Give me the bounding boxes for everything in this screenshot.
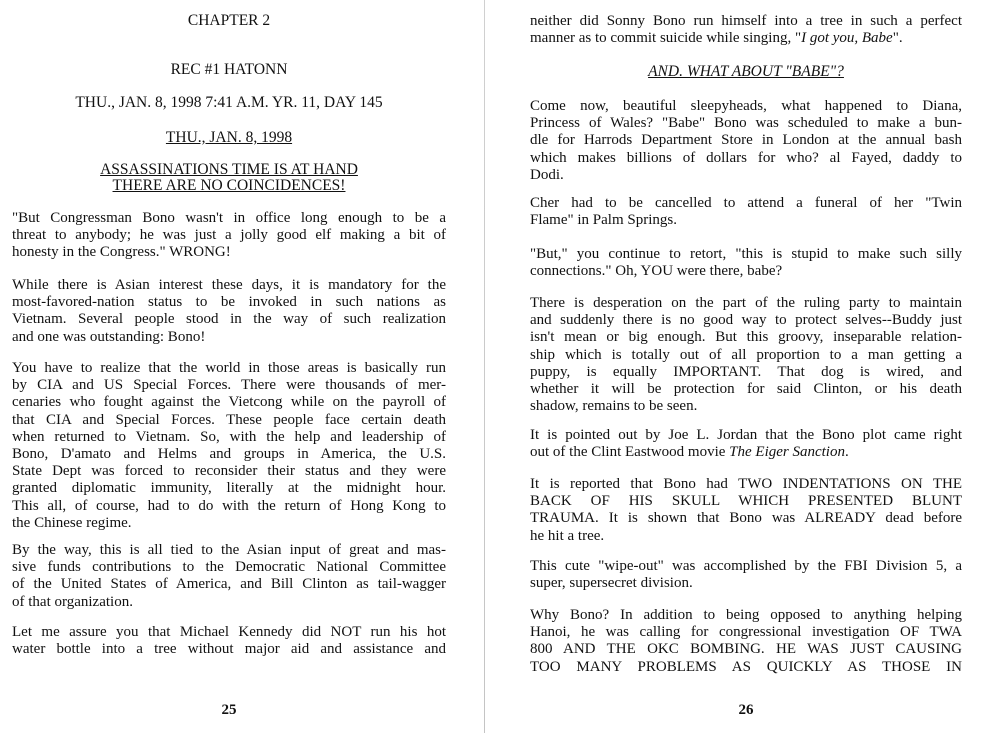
chapter-heading: CHAPTER 2 [187,12,271,29]
dateline: THU., JAN. 8, 1998 7:41 A.M. YR. 11, DAY 145 [75,94,383,111]
left-page [12,0,446,733]
paragraph-skull: It is reported that Bono had TWO INDENTATIONS ON THE BACK OF HIS SKULL WHICH PRESENTED BLUNT TRAUMA. It is shown that Bono was ALREADY dead before he hit a tree. [530,476,962,544]
paragraph-retort: "But," you continue to retort, "this is stupid to make such silly connections." Oh, YOU were there, babe? [530,246,962,280]
paragraph-4: By the way, this is all tied to the Asian input of great and mas- sive funds contributions to the Democratic National Committee of the United States of America, and Bill Clinton as tail-wagger of that organization. [12,542,446,610]
page-number-left: 25 [221,702,237,718]
paragraph-wipeout: This cute "wipe-out" was accomplished by the FBI Division 5, a super, supersecret division. [530,558,962,592]
paragraph-5: Let me assure you that Michael Kennedy did NOT run his hot water bottle into a tree without major aid and assistance and [12,624,446,658]
rec-line: REC #1 HATONN [170,61,288,78]
paragraph-why-bono: Why Bono? In addition to being opposed to anything helping Hanoi, he was calling for congressional investigation OF TWA 800 AND THE OKC BOMBING. HE WAS JUST CAUSING TOO MANY PROBLEMS AS QUICKLY AS THOSE IN [530,607,962,675]
paragraph-desperation: There is desperation on the part of the ruling party to maintain and suddenly there is no good way to protect selves--Buddy just isn't mean or big enough. But this groovy, inseparable relation- ship which is totally out of all proportion to a man getting a puppy, is equally IMPORTANT. That dog is wired, and whether it will be protection for said Clinton, or his death shadow, remains to be seen. [530,295,962,415]
paragraph-cher: Cher had to be cancelled to attend a funeral of her "Twin Flame" in Palm Springs. [530,195,962,229]
page-gutter [484,0,485,733]
right-page [530,0,962,733]
paragraph-1: "But Congressman Bono wasn't in office long enough to be a threat to anybody; he was just a jolly good elf making a bit of honesty in the Congress." WRONG! [12,210,446,261]
babe-heading: AND. WHAT ABOUT "BABE"? [648,63,844,80]
paragraph-diana: Come now, beautiful sleepyheads, what happened to Diana, Princess of Wales? "Babe" Bono was scheduled to make a bun- dle for Harrods Department Store in London at the annual bash which makes billions of dollars for who? al Fayed, daddy to Dodi. [530,98,962,183]
paragraph-2: While there is Asian interest these days, it is mandatory for the most-favored-nation status to be invoked in such nations as Vietnam. Several people stood in the way of such realization and one was outstanding: Bono! [12,277,446,345]
title-line-1: ASSASSINATIONS TIME IS AT HAND [100,161,358,178]
paragraph-jordan: It is pointed out by Joe L. Jordan that the Bono plot came right out of the Clint Eastwood movie The Eiger Sanction. [530,427,962,461]
date-heading: THU., JAN. 8, 1998 [165,129,293,146]
title-line-2: THERE ARE NO COINCIDENCES! [112,177,346,194]
page-number-right: 26 [738,702,754,718]
paragraph-continued: neither did Sonny Bono run himself into a tree in such a perfect manner as to commit suicide while singing, "I got you, Babe". [530,13,962,47]
paragraph-3: You have to realize that the world in those areas is basically run by CIA and US Special Forces. There were thousands of mer- cenaries who fought against the Vietcong while on the payroll of that CIA and Special Forces. These people face certain death when returned to Vietnam. So, with the help and leadership of Bono, D'amato and Helms and groups in America, the U.S. State Dept was forced to reconsider their status and they were granted diplomatic immunity, literally at the midnight hour. This all, of course, had to do with the return of Hong Kong to the Chinese regime. [12,360,446,531]
